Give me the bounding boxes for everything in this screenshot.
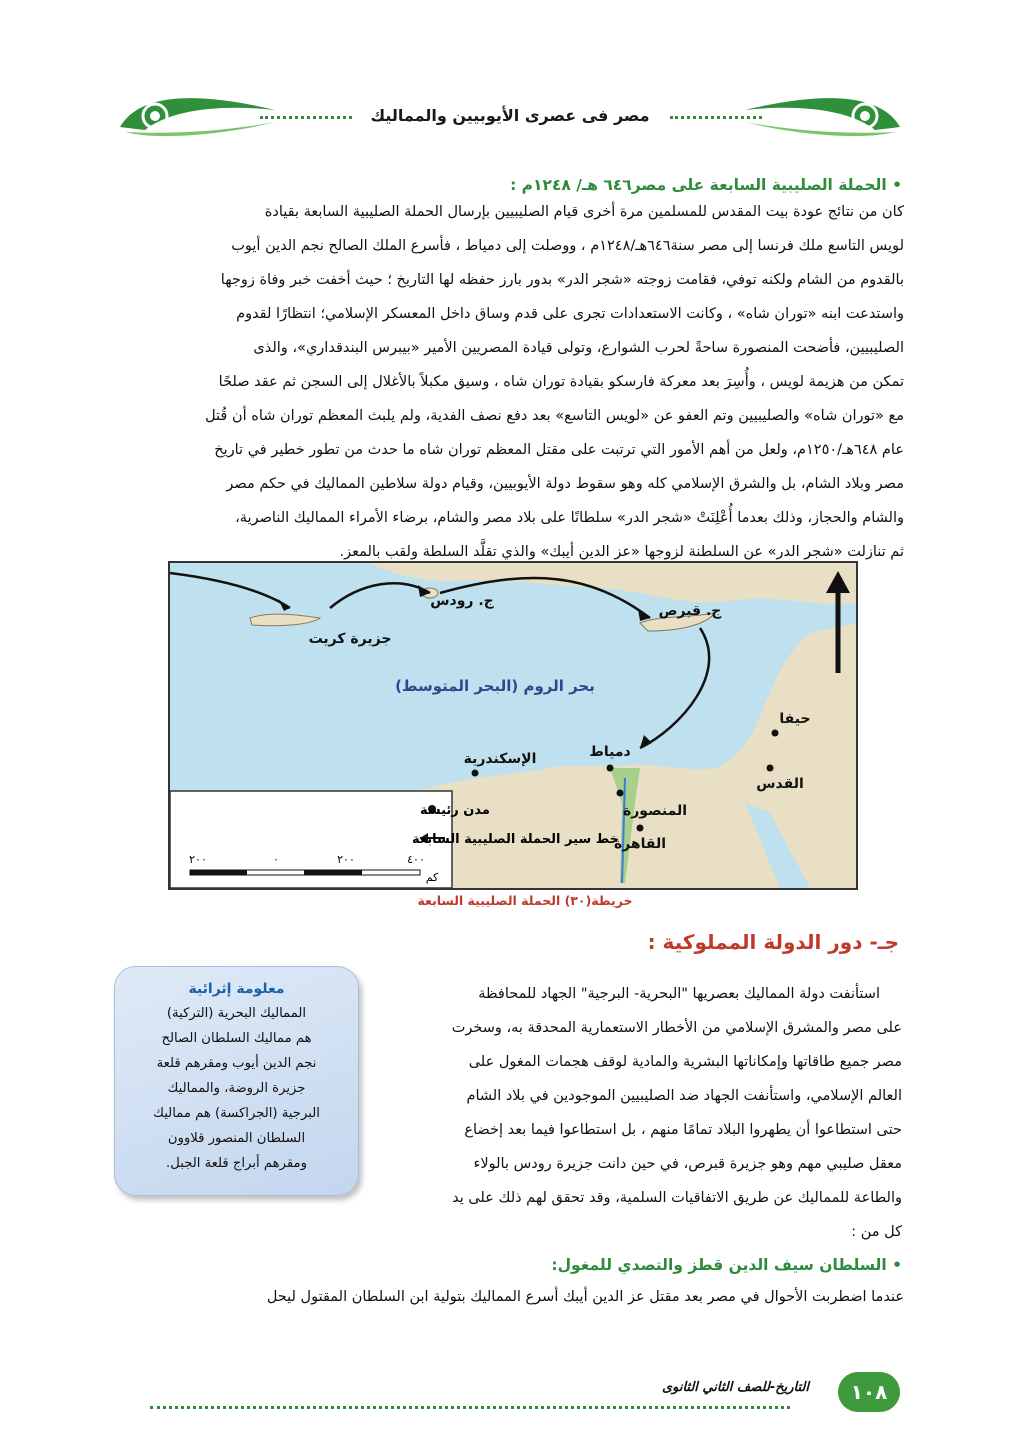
paragraph-line: مصر جميع طاقاتها وإمكاناتها البشرية والمادية لوقف هجمات المغول على xyxy=(468,1054,902,1070)
paragraph-line: مصر وبلاد الشام، بل والشرق الإسلامي كله وهو سقوط دولة الأيوبيين، وقيام دولة سلاطين المماليك في حكم مصر xyxy=(226,476,904,492)
page-number: ١٠٨ xyxy=(838,1372,900,1412)
paragraph-line: ثم تنازلت «شجر الدر» عن السلطنة لزوجها «عز الدين أيبك» والذي تقلَّد السلطة ولقب بالمعز. xyxy=(339,544,904,560)
footer-book-title: التاريخ-للصف الثاني الثانوى xyxy=(661,1380,809,1395)
section-heading-crusade: • الحملة الصليبية السابعة على مصر٦٤٦ هـ/ ١٢٤٨م : xyxy=(510,176,902,194)
page-header xyxy=(110,92,910,162)
paragraph-line: كان من نتائج عودة بيت المقدس للمسلمين مرة أخرى قيام الصليبيين بإرسال الحملة الصليبية السابعة بقيادة xyxy=(264,204,904,220)
map-label-rhodes: ج. رودس xyxy=(430,593,494,609)
paragraph-line: والشام والحجاز، وذلك بعدما أُعْلِنَتْ «شجر الدر» سلطانًا على بلاد مصر والشام، برضاء الأمراء المماليك الناصرية، xyxy=(235,510,904,526)
scale-tick: ٢٠٠ xyxy=(337,853,355,866)
paragraph-line: لويس التاسع ملك فرنسا إلى مصر سنة٦٤٦هـ/١٢٤٨م ، ووصلت إلى دمياط ، فأسرع الملك الصالح نجم الدين أيوب xyxy=(231,238,904,254)
paragraph-line: عندما اضطربت الأحوال في مصر بعد مقتل عز الدين أيبك أسرع المماليك بتولية ابن السلطان المقتول ليحل xyxy=(266,1289,904,1305)
section-paragraph-crusade xyxy=(119,195,904,569)
info-box-line: السلطان المنصور قلاوون xyxy=(167,1131,306,1146)
info-box-line: نجم الدين أيوب ومقرهم قلعة xyxy=(156,1056,317,1071)
paragraph-line: والطاعة للمماليك عن طريق الاتفاقيات السلمية، وقد تحقق لهم ذلك على يد xyxy=(452,1190,902,1206)
enrichment-info-box xyxy=(114,966,359,1196)
paragraph-line: العالم الإسلامي، واستأنفت الجهاد ضد الصليبيين الموجودين في بلاد الشام xyxy=(466,1088,902,1104)
section-paragraph-mamluk xyxy=(377,977,902,1249)
legend-route: خط سير الحملة الصليبية السابعة xyxy=(412,832,619,847)
map-label-mansoura: المنصورة xyxy=(622,803,688,819)
header-title: مصر فى عصرى الأيوبيين والمماليك xyxy=(370,106,650,125)
paragraph-line: حتى استطاعوا أن يطهروا البلاد تمامًا منهم ، بل استطاعوا فيما بعد إخضاع xyxy=(464,1122,902,1138)
paragraph-line: عام ٦٤٨هـ/١٢٥٠م، ولعل من أهم الأمور التي ترتبت على مقتل المعظم توران شاه ما حدث من تطور خطير في تاريخ xyxy=(214,442,904,458)
map-label-alexandria: الإسكندرية xyxy=(463,751,537,767)
map-label-crete: جزيرة كريت xyxy=(308,631,392,647)
footer-dotted-line xyxy=(150,1406,790,1409)
paragraph-line: معقل صليبي مهم وهو جزيرة قبرص، في حين دانت جزيرة رودس بالولاء xyxy=(473,1156,902,1172)
scale-tick: ٢٠٠ xyxy=(189,853,207,866)
scale-unit: كم xyxy=(425,871,439,884)
map-label-jerusalem: القدس xyxy=(756,776,804,792)
paragraph-line: الصليبيين، فأضحت المنصورة ساحةً لحرب الشوارع، وتولى قيادة المصريين الأمير «بيبرس البندقداري»، والذى xyxy=(253,340,904,356)
crusade-map xyxy=(168,561,858,890)
info-box-line: ومقرهم أبراج قلعة الجبل. xyxy=(166,1156,307,1171)
scale-tick: ٤٠٠ xyxy=(407,853,425,866)
info-box-line: جزيرة الروضة، والمماليك xyxy=(167,1081,306,1096)
paragraph-line: كل من : xyxy=(851,1224,902,1240)
ornament-left-icon xyxy=(110,92,280,142)
map-label-cairo: القاهرة xyxy=(613,836,667,852)
paragraph-line: تمكن من هزيمة لويس ، وأُسِرَ بعد معركة فارسكو بقيادة توران شاه ، وسيق مكبلاً بالأغلال إلى السجن ثم عقد صلحًا xyxy=(218,374,904,390)
map-label-sea: بحر الروم (البحر المتوسط) xyxy=(395,677,595,695)
paragraph-line: مع «توران شاه» والصليبيين وتم العفو عن «لويس التاسع» بعد دفع نصف الفدية، ولم يلبث المعظم توران شاه أن قُتل xyxy=(205,408,904,424)
map-canvas xyxy=(170,563,856,888)
header-dots-left xyxy=(260,116,352,119)
paragraph-line: بالقدوم من الشام ولكنه توفي، فقامت زوجته «شجر الدر» بدور بارز حفظه لها التاريخ ؛ حيث أخفت خبر وفاة زوجها xyxy=(220,272,904,288)
map-label-haifa: حيفا xyxy=(779,711,811,727)
map-caption: خريطة(٣٠) الحملة الصليبية السابعة xyxy=(417,893,633,908)
info-box-title: معلومة إثرائية xyxy=(188,981,285,997)
scale-tick: ٠ xyxy=(273,853,279,866)
paragraph-line: استأنفت دولة المماليك بعصريها "البحرية- البرجية" الجهاد للمحافظة xyxy=(478,986,880,1002)
paragraph-line: على مصر والمشرق الإسلامي من الأخطار الاستعمارية المحدقة به، وسخرت xyxy=(451,1020,902,1036)
legend-cities: مدن رئيسة xyxy=(420,803,490,818)
section-heading-qutuz: • السلطان سيف الدين قطز والتصدي للمغول: xyxy=(551,1256,902,1274)
ornament-right-icon xyxy=(740,92,910,142)
info-box-line: هم مماليك السلطان الصالح xyxy=(161,1031,312,1046)
paragraph-line: واستدعت ابنه «توران شاه» ، وكانت الاستعدادات تجرى على قدم وساق داخل المعسكر الإسلامي؛ انتظارًا لقدوم xyxy=(236,306,904,322)
map-label-damietta: دمياط xyxy=(589,744,631,760)
map-label-cyprus: ج. قبرص xyxy=(658,603,722,619)
info-box-line: المماليك البحرية (التركية) xyxy=(166,1006,307,1021)
section-paragraph-qutuz xyxy=(119,1280,904,1314)
info-box-line: البرجية (الجراكسة) هم مماليك xyxy=(153,1106,320,1121)
section-heading-mamluk: جـ- دور الدولة المملوكية : xyxy=(647,930,899,954)
